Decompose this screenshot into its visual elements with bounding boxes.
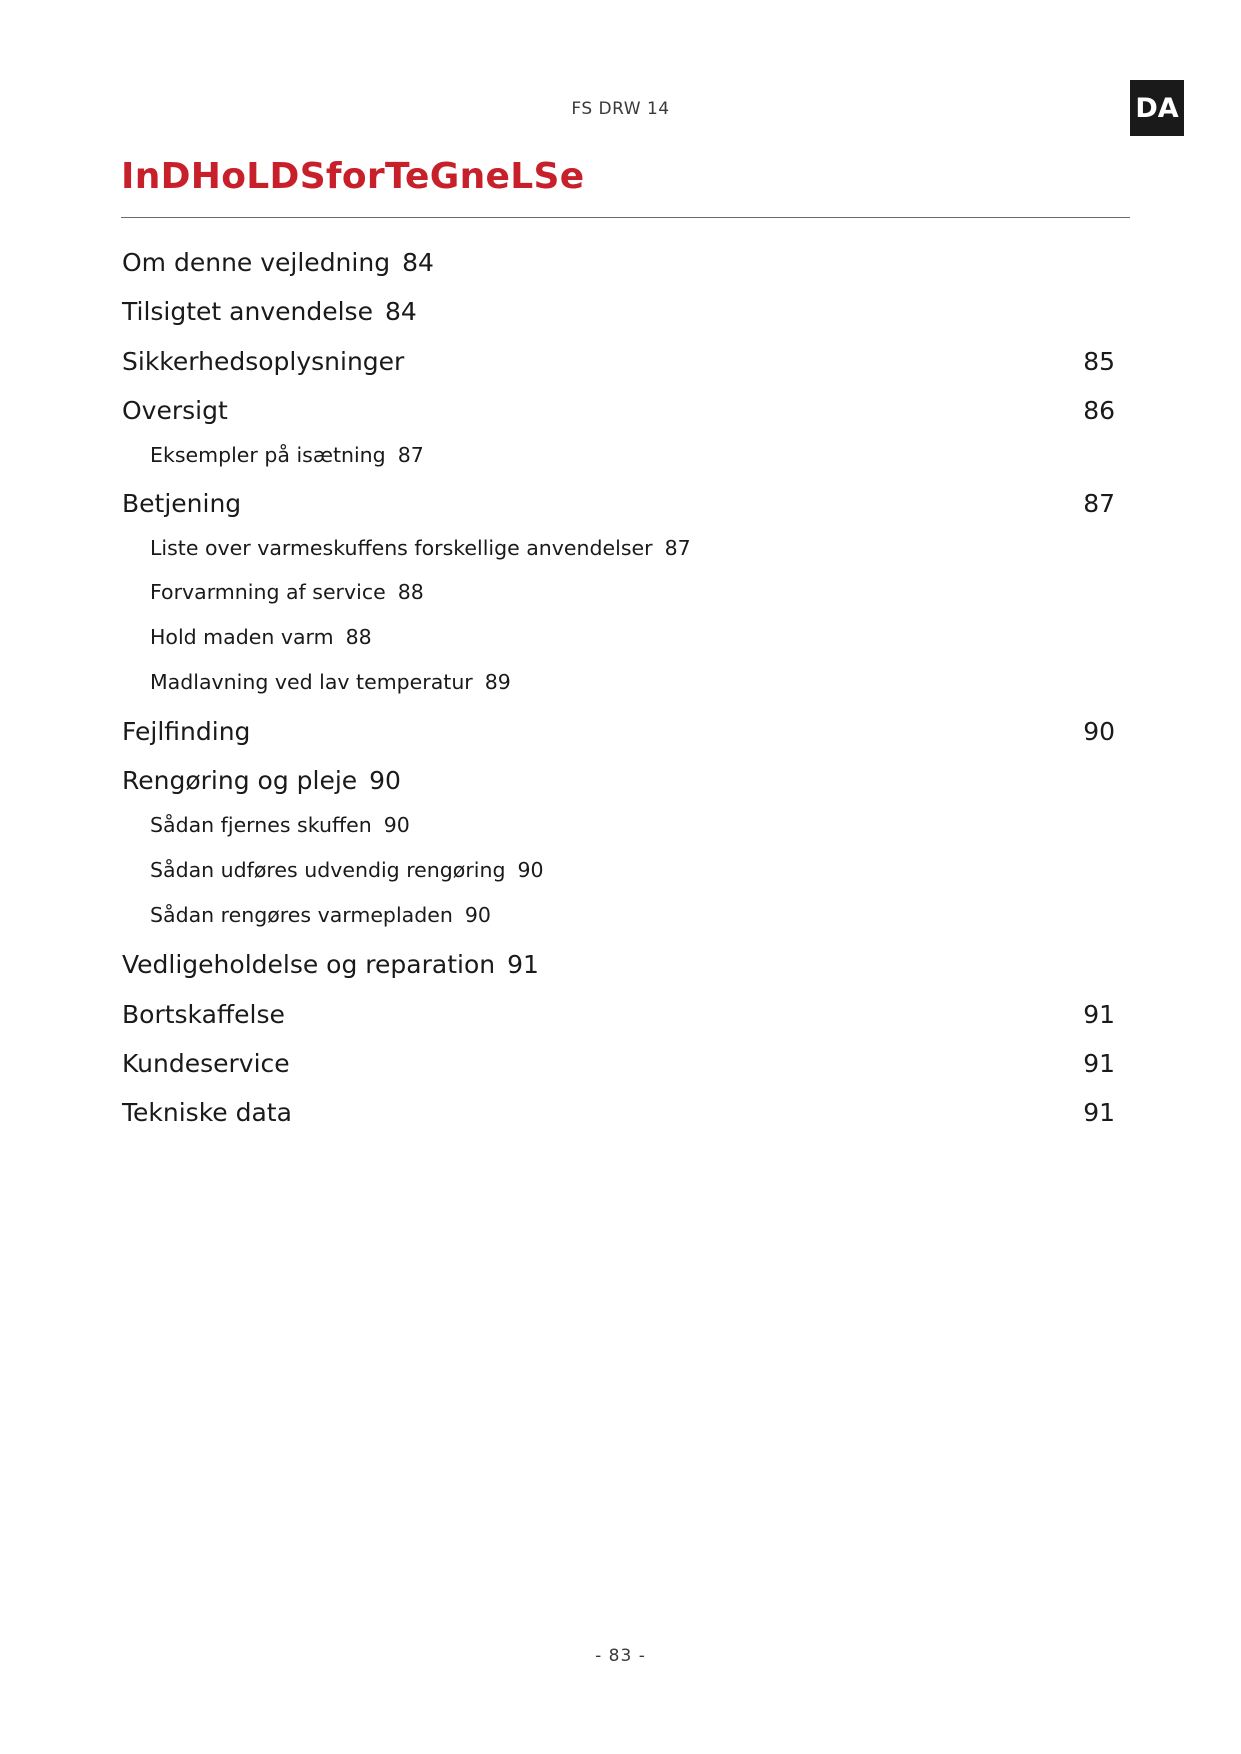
- toc-subentry-liste-over-anvendelser[interactable]: [0, 536, 1241, 566]
- toc-page-number: 85: [1083, 347, 1115, 376]
- page-number-footer: - 83 -: [595, 1646, 646, 1666]
- toc-subentry-eksempler-paa-isaetning[interactable]: [0, 443, 1241, 473]
- toc-entry-label: Fejlfinding: [122, 717, 251, 746]
- toc-subentry-rengoeres-varmepladen[interactable]: [0, 903, 1241, 933]
- toc-page-number: 88: [345, 625, 372, 649]
- toc-entry-label: Kundeservice: [122, 1049, 290, 1078]
- toc-entry-label: Hold maden varm 88: [150, 625, 372, 649]
- toc-entry-label: Forvarmning af service 88: [150, 580, 424, 604]
- toc-entry-bortskaffelse[interactable]: [0, 1000, 1241, 1030]
- toc-entry-oversigt[interactable]: [0, 396, 1241, 426]
- toc-entry-tilsigtet-anvendelse[interactable]: [0, 297, 1241, 327]
- toc-entry-label: Tekniske data: [122, 1098, 292, 1127]
- toc-entry-label: Rengøring og pleje 90: [122, 766, 401, 795]
- toc-entry-fejlfinding[interactable]: [0, 717, 1241, 747]
- toc-page-number: 88: [397, 580, 424, 604]
- language-badge: DA: [1130, 80, 1184, 136]
- toc-page-number: 87: [397, 443, 424, 467]
- toc-entry-label: Sådan rengøres varmepladen 90: [150, 903, 491, 927]
- toc-page-number: 90: [517, 858, 544, 882]
- toc-entry-sikkerhedsoplysninger[interactable]: [0, 347, 1241, 377]
- toc-page-number: 87: [1083, 489, 1115, 518]
- toc-page-number: 90: [464, 903, 491, 927]
- toc-entry-label: Tilsigtet anvendelse 84: [122, 297, 417, 326]
- toc-entry-kundeservice[interactable]: [0, 1049, 1241, 1079]
- title-divider: [121, 217, 1130, 218]
- toc-page-number: 84: [402, 248, 434, 277]
- toc-entry-label: Liste over varmeskuffens forskellige anvendelser 87: [150, 536, 691, 560]
- toc-page-number: 90: [383, 813, 410, 837]
- toc-page-number: 91: [1083, 1098, 1115, 1127]
- document-model-header: FS DRW 14: [571, 99, 670, 119]
- toc-entry-label: Betjening: [122, 489, 242, 518]
- toc-subentry-udvendig-rengoering[interactable]: [0, 858, 1241, 888]
- toc-page-number: 91: [1083, 1000, 1115, 1029]
- toc-subentry-madlavning-lav-temperatur[interactable]: [0, 670, 1241, 700]
- toc-entry-vedligeholdelse-og-reparation[interactable]: [0, 950, 1241, 980]
- toc-subentry-hold-maden-varm[interactable]: [0, 625, 1241, 655]
- toc-entry-label: Oversigt: [122, 396, 228, 425]
- toc-entry-tekniske-data[interactable]: [0, 1098, 1241, 1128]
- page-title: InDHoLDSforTeGneLSe: [121, 156, 585, 197]
- toc-entry-label: Madlavning ved lav temperatur 89: [150, 670, 511, 694]
- toc-subentry-forvarmning-af-service[interactable]: [0, 580, 1241, 610]
- toc-page-number: 91: [507, 950, 539, 979]
- toc-subentry-saadan-fjernes-skuffen[interactable]: [0, 813, 1241, 843]
- toc-entry-label: Eksempler på isætning 87: [150, 443, 424, 467]
- toc-entry-label: Om denne vejledning 84: [122, 248, 434, 277]
- toc-page-number: 84: [384, 297, 417, 326]
- toc-page-number: 89: [484, 670, 511, 694]
- toc-entry-betjening[interactable]: [0, 489, 1241, 519]
- toc-entry-label: Sådan fjernes skuffen 90: [150, 813, 410, 837]
- toc-page-number: 91: [1083, 1049, 1115, 1078]
- toc-entry-label: Vedligeholdelse og reparation 91: [122, 950, 539, 979]
- toc-entry-rengoering-og-pleje[interactable]: [0, 766, 1241, 796]
- toc-entry-label: Bortskaffelse: [122, 1000, 285, 1029]
- toc-entry-om-denne-vejledning[interactable]: [0, 248, 1241, 278]
- toc-entry-label: Sådan udføres udvendig rengøring 90: [150, 858, 544, 882]
- toc-entry-label: Sikkerhedsoplysninger: [122, 347, 405, 376]
- toc-page-number: 90: [1083, 717, 1115, 746]
- toc-page-number: 87: [664, 536, 691, 560]
- toc-page-number: 86: [1083, 396, 1115, 425]
- toc-page-number: 90: [369, 766, 401, 795]
